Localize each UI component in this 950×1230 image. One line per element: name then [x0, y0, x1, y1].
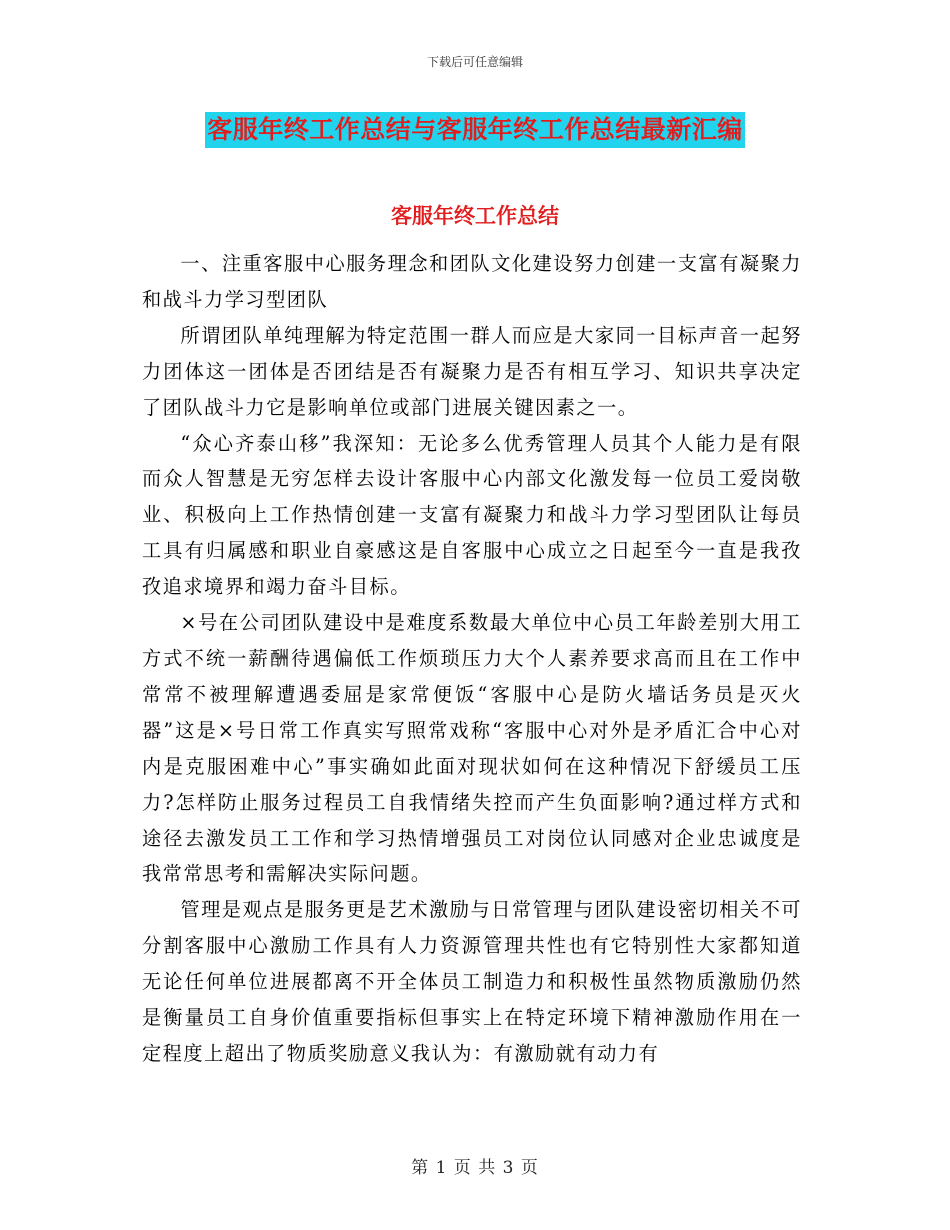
main-title-container	[0, 112, 950, 148]
paragraph: “众心齐泰山移”我深知：无论多么优秀管理人员其个人能力是有限而众人智慧是无穷怎样去设计客服中心内部文化激发每一位员工爱岗敬业、积极向上工作热情创建一支富有凝聚力和战斗力学习型团队让每员工具有归属感和职业自豪感这是自客服中心成立之日起至今一直是我孜孜追求境界和竭力奋斗目标。	[142, 431, 802, 599]
page-header-note: 下载后可任意编辑	[426, 55, 523, 69]
section-title: 客服年终工作总结	[391, 204, 559, 228]
main-title: 客服年终工作总结与客服年终工作总结最新汇编	[205, 112, 745, 148]
paragraph: ×号在公司团队建设中是难度系数最大单位中心员工年龄差别大用工方式不统一薪酬待遇偏低工作烦琐压力大个人素养要求高而且在工作中常常不被理解遭遇委屈是家常便饭“客服中心是防火墙话务员是灭火器”这是×号日常工作真实写照常戏称“客服中心对外是矛盾汇合中心对内是克服困难中心”事实确如此面对现状如何在这种情况下舒缓员工压力?怎样防止服务过程员工自我情绪失控而产生负面影响?通过样方式和途径去激发员工工作和学习热情增强员工对岗位认同感对企业忠诚度是我常常思考和需解决实际问题。	[142, 611, 802, 886]
paragraph: 一、注重客服中心服务理念和团队文化建设努力创建一支富有凝聚力和战斗力学习型团队	[142, 252, 802, 311]
paragraph: 所谓团队单纯理解为特定范围一群人而应是大家同一目标声音一起努力团体这一团体是否团结是否有凝聚力是否有相互学习、知识共享决定了团队战斗力它是影响单位或部门进展关键因素之一。	[142, 323, 802, 419]
document-body	[142, 246, 802, 1072]
page-footer: 第 1 页 共 3 页	[411, 1158, 539, 1178]
paragraph: 管理是观点是服务更是艺术激励与日常管理与团队建设密切相关不可分割客服中心激励工作具有人力资源管理共性也有它特别性大家都知道无论任何单位进展都离不开全体员工制造力和积极性虽然物质激励仍然是衡量员工自身价值重要指标但事实上在特定环境下精神激励作用在一定程度上超出了物质奖励意义我认为：有激励就有动力有	[142, 898, 802, 1065]
